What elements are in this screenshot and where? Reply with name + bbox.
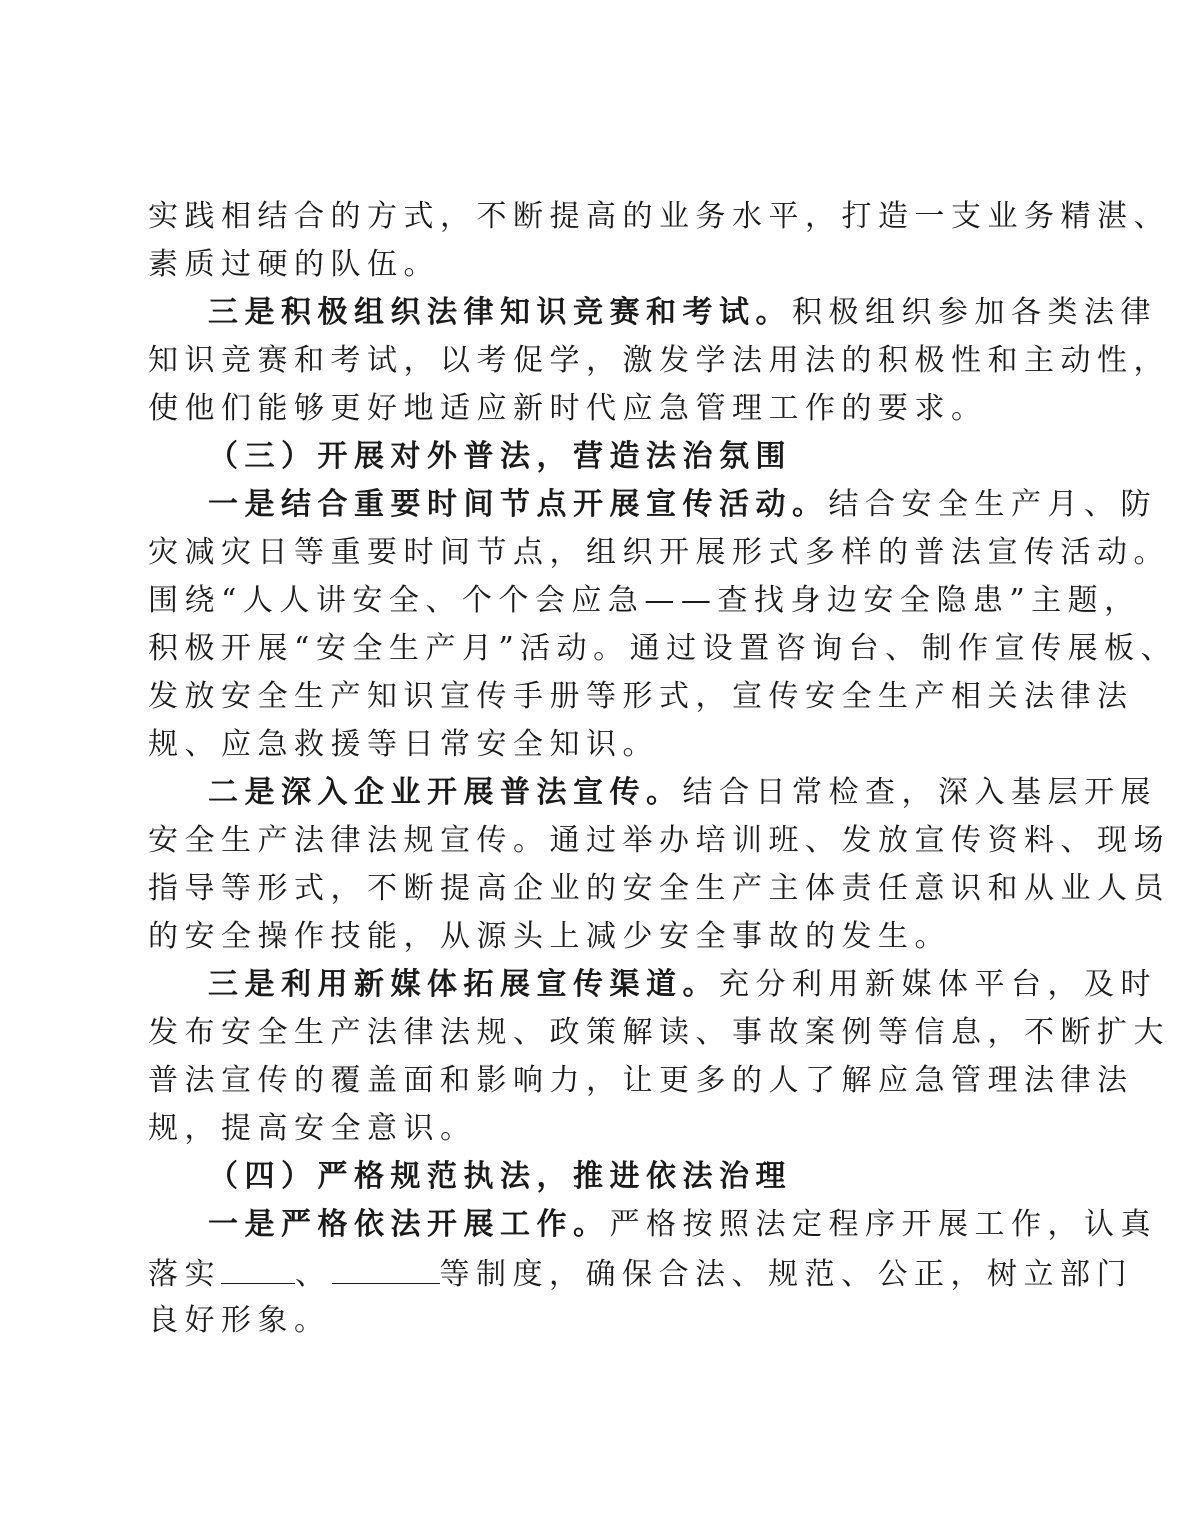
text-span: 结合日常检查，深入基层开展	[682, 775, 1157, 810]
paragraph-line	[148, 245, 440, 285]
paragraph-line	[148, 629, 1177, 669]
paragraph-line	[148, 1013, 1170, 1053]
paragraph-line	[148, 341, 1170, 381]
text-span: 发布安全生产法律法规、政策解读、事故案例等信息，不断扩大	[148, 1015, 1170, 1050]
text-span: 的安全操作技能，从源头上减少安全事故的发生。	[148, 919, 951, 954]
text-span: 落实	[148, 1257, 221, 1292]
text-span: 使他们能够更好地适应新时代应急管理工作的要求。	[148, 391, 988, 426]
text-span: 严格按照法定程序开展工作，认真	[609, 1207, 1157, 1242]
fill-in-blank	[221, 1253, 295, 1284]
text-span: 指导等形式，不断提高企业的安全生产主体责任意识和从业人员	[148, 871, 1170, 906]
paragraph-line	[148, 389, 988, 429]
text-span: 规、应急救援等日常安全知识。	[148, 727, 659, 762]
section-heading-3	[208, 437, 792, 477]
paragraph-line	[208, 293, 1157, 333]
paragraph-line	[148, 821, 1170, 861]
paragraph-lead: 一是严格依法开展工作。	[208, 1207, 610, 1242]
text-span: 积极组织参加各类法律	[792, 295, 1157, 330]
paragraph-line	[148, 197, 1170, 237]
text-span: 普法宣传的覆盖面和影响力，让更多的人了解应急管理法律法	[148, 1063, 1134, 1098]
text-span: 围绕“人人讲安全、个个会应急——查找身边安全隐患”主题，	[148, 583, 1141, 618]
text-span: 等制度，确保合法、规范、公正，树立部门	[439, 1257, 1133, 1292]
text-span: 、	[295, 1257, 332, 1292]
paragraph-lead: 二是深入企业开展普法宣传。	[208, 775, 683, 810]
text-span: 良好形象。	[148, 1303, 331, 1338]
text-span: 结合安全生产月、防	[828, 487, 1157, 522]
text-span: 安全生产法律法规宣传。通过举办培训班、发放宣传资料、现场	[148, 823, 1170, 858]
paragraph-line	[208, 773, 1157, 813]
text-span: 充分利用新媒体平台，及时	[719, 967, 1157, 1002]
text-span: 实践相结合的方式，不断提高的业务水平，打造一支业务精湛、	[148, 199, 1170, 234]
text-span: 积极开展“安全生产月”活动。通过设置咨询台、制作宣传展板、	[148, 631, 1177, 666]
paragraph-line	[148, 1109, 477, 1149]
text-span: 素质过硬的队伍。	[148, 247, 440, 282]
paragraph-line	[148, 869, 1170, 909]
text-span: 发放安全生产知识宣传手册等形式，宣传安全生产相关法律法	[148, 679, 1134, 714]
paragraph-line	[148, 1301, 331, 1341]
fill-in-blank	[332, 1253, 440, 1284]
paragraph-lead: 一是结合重要时间节点开展宣传活动。	[208, 487, 829, 522]
paragraph-line	[208, 1205, 1157, 1245]
paragraph-lead: 三是积极组织法律知识竞赛和考试。	[208, 295, 792, 330]
paragraph-line	[148, 533, 1170, 573]
paragraph-line	[208, 965, 1157, 1005]
text-span: 知识竞赛和考试，以考促学，激发学法用法的积极性和主动性，	[148, 343, 1170, 378]
paragraph-line	[148, 581, 1141, 621]
text-span: 规，提高安全意识。	[148, 1111, 477, 1146]
paragraph-line	[208, 485, 1157, 525]
paragraph-line	[148, 917, 951, 957]
section-heading-4	[208, 1157, 792, 1197]
heading-text: （四）严格规范执法，推进依法治理	[208, 1159, 792, 1194]
paragraph-line	[148, 1061, 1134, 1101]
paragraph-line	[148, 677, 1134, 717]
heading-text: （三）开展对外普法，营造法治氛围	[208, 439, 792, 474]
paragraph-lead: 三是利用新媒体拓展宣传渠道。	[208, 967, 719, 1002]
paragraph-line	[148, 1253, 1133, 1295]
text-span: 灾减灾日等重要时间节点，组织开展形式多样的普法宣传活动。	[148, 535, 1170, 570]
paragraph-line	[148, 725, 659, 765]
